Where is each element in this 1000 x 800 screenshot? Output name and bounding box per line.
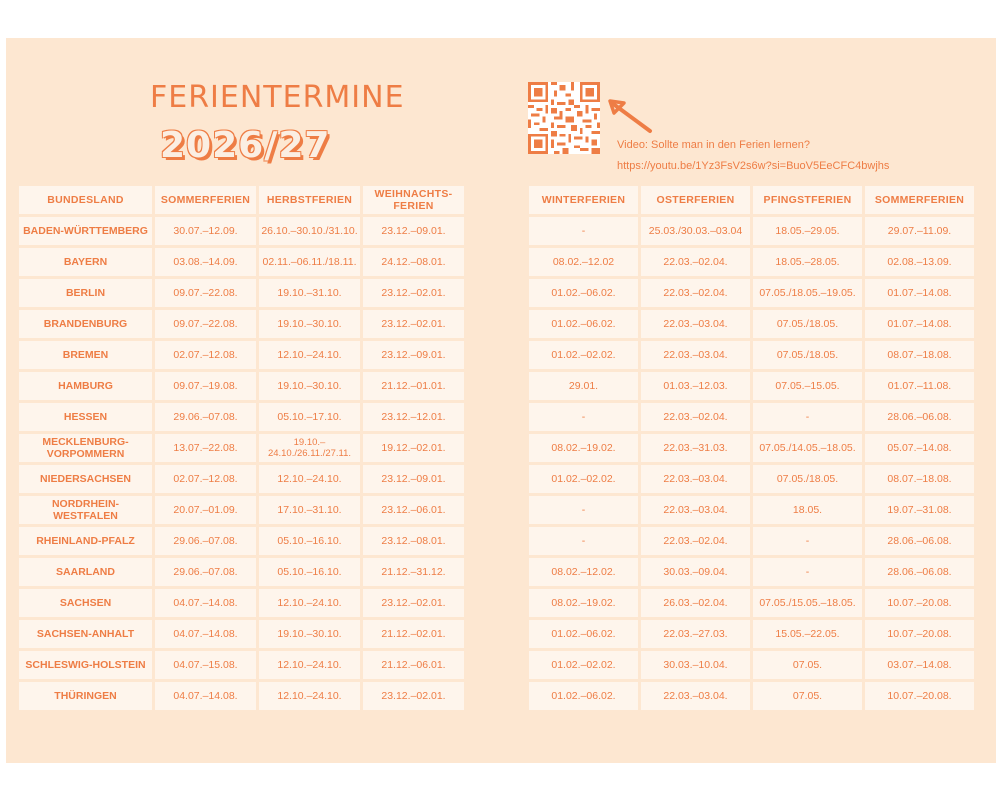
osterferien-cell: 25.03./30.03.–03.04 [641,217,750,245]
table-row [529,434,974,462]
winterferien-cell: - [529,527,638,555]
pfingstferien-cell: - [753,527,862,555]
weihnachtsferien-cell: 23.12.–02.01. [363,279,464,307]
weihnachtsferien-cell: 23.12.–12.01. [363,403,464,431]
winterferien-cell: 08.02.–19.02. [529,589,638,617]
table-row [19,465,464,493]
table-row [529,465,974,493]
sommerferien-next-cell: 05.07.–14.08. [865,434,974,462]
table-row [19,496,464,524]
winterferien-cell: 01.02.–02.02. [529,651,638,679]
sommerferien-cell: 29.06.–07.08. [155,403,256,431]
right-schedule-table [526,183,977,713]
table-row [19,279,464,307]
header-bundesland: BUNDESLAND [19,186,152,214]
sommerferien-cell: 20.07.–01.09. [155,496,256,524]
state-cell: NIEDERSACHSEN [19,465,152,493]
table-row [19,651,464,679]
sommerferien-next-cell: 28.06.–06.08. [865,403,974,431]
state-cell: MECKLENBURG- VORPOMMERN [19,434,152,462]
pfingstferien-cell: 15.05.–22.05. [753,620,862,648]
state-cell: RHEINLAND-PFALZ [19,527,152,555]
table-row [19,589,464,617]
weihnachtsferien-cell: 24.12.–08.01. [363,248,464,276]
osterferien-cell: 22.03.–02.04. [641,279,750,307]
sommerferien-next-cell: 01.07.–14.08. [865,310,974,338]
herbstferien-cell: 02.11.–06.11./18.11. [259,248,360,276]
header-herbstferien: HERBSTFERIEN [259,186,360,214]
table-row [19,341,464,369]
table-row [529,310,974,338]
sommerferien-cell: 30.07.–12.09. [155,217,256,245]
header-pfingstferien: PFINGSTFERIEN [753,186,862,214]
winterferien-cell: - [529,217,638,245]
osterferien-cell: 22.03.–03.04. [641,496,750,524]
osterferien-cell: 30.03.–09.04. [641,558,750,586]
winterferien-cell: 01.02.–06.02. [529,682,638,710]
herbstferien-cell: 05.10.–16.10. [259,558,360,586]
weihnachtsferien-cell: 23.12.–09.01. [363,217,464,245]
table-row [19,620,464,648]
osterferien-cell: 22.03.–03.04. [641,682,750,710]
state-cell: SAARLAND [19,558,152,586]
herbstferien-cell: 19.10.– 24.10./26.11./27.11. [259,434,360,462]
left-schedule-table [16,183,467,713]
sommerferien-next-cell: 08.07.–18.08. [865,341,974,369]
state-cell: HESSEN [19,403,152,431]
weihnachtsferien-cell: 21.12.–31.12. [363,558,464,586]
sommerferien-next-cell: 10.07.–20.08. [865,589,974,617]
table-row [529,620,974,648]
weihnachtsferien-cell: 19.12.–02.01. [363,434,464,462]
table-row [529,403,974,431]
state-cell: NORDRHEIN- WESTFALEN [19,496,152,524]
sommerferien-cell: 29.06.–07.08. [155,527,256,555]
header-weihnachtsferien: WEIHNACHTS- FERIEN [363,186,464,214]
winterferien-cell: - [529,403,638,431]
weihnachtsferien-cell: 23.12.–02.01. [363,682,464,710]
state-cell: BADEN-WÜRTTEMBERG [19,217,152,245]
table-row [529,496,974,524]
herbstferien-cell: 17.10.–31.10. [259,496,360,524]
herbstferien-cell: 26.10.–30.10./31.10. [259,217,360,245]
table-row [19,248,464,276]
herbstferien-cell: 12.10.–24.10. [259,465,360,493]
winterferien-cell: 01.02.–06.02. [529,310,638,338]
title-year: 2026/27 [160,125,331,166]
sommerferien-cell: 09.07.–22.08. [155,310,256,338]
herbstferien-cell: 19.10.–30.10. [259,310,360,338]
state-cell: BRANDENBURG [19,310,152,338]
winterferien-cell: 08.02.–12.02. [529,558,638,586]
sommerferien-cell: 04.07.–15.08. [155,651,256,679]
herbstferien-cell: 12.10.–24.10. [259,341,360,369]
sommerferien-next-cell: 02.08.–13.09. [865,248,974,276]
weihnachtsferien-cell: 23.12.–06.01. [363,496,464,524]
sommerferien-cell: 09.07.–19.08. [155,372,256,400]
herbstferien-cell: 12.10.–24.10. [259,589,360,617]
table-row [529,248,974,276]
osterferien-cell: 22.03.–03.04. [641,310,750,338]
winterferien-cell: - [529,496,638,524]
header-winterferien: WINTERFERIEN [529,186,638,214]
state-cell: SCHLESWIG-HOLSTEIN [19,651,152,679]
osterferien-cell: 22.03.–27.03. [641,620,750,648]
pfingstferien-cell: 07.05. [753,651,862,679]
sommerferien-next-cell: 01.07.–14.08. [865,279,974,307]
table-row [529,279,974,307]
table-row [19,558,464,586]
table-row [19,310,464,338]
winterferien-cell: 01.02.–06.02. [529,620,638,648]
osterferien-cell: 22.03.–02.04. [641,403,750,431]
sommerferien-cell: 03.08.–14.09. [155,248,256,276]
sommerferien-next-cell: 28.06.–06.08. [865,527,974,555]
weihnachtsferien-cell: 21.12.–01.01. [363,372,464,400]
herbstferien-cell: 19.10.–31.10. [259,279,360,307]
herbstferien-cell: 19.10.–30.10. [259,372,360,400]
table-row [529,341,974,369]
sommerferien-cell: 29.06.–07.08. [155,558,256,586]
osterferien-cell: 01.03.–12.03. [641,372,750,400]
osterferien-cell: 26.03.–02.04. [641,589,750,617]
qr-code-icon[interactable] [528,82,600,154]
sommerferien-next-cell: 28.06.–06.08. [865,558,974,586]
osterferien-cell: 22.03.–02.04. [641,248,750,276]
weihnachtsferien-cell: 23.12.–09.01. [363,341,464,369]
osterferien-cell: 22.03.–03.04. [641,341,750,369]
table-row [529,589,974,617]
sommerferien-cell: 04.07.–14.08. [155,682,256,710]
osterferien-cell: 30.03.–10.04. [641,651,750,679]
winterferien-cell: 01.02.–02.02. [529,465,638,493]
pfingstferien-cell: 07.05. [753,682,862,710]
sommerferien-cell: 04.07.–14.08. [155,589,256,617]
osterferien-cell: 22.03.–03.04. [641,465,750,493]
table-row [19,682,464,710]
state-cell: THÜRINGEN [19,682,152,710]
sommerferien-cell: 04.07.–14.08. [155,620,256,648]
weihnachtsferien-cell: 21.12.–02.01. [363,620,464,648]
pfingstferien-cell: - [753,558,862,586]
sommerferien-next-cell: 03.07.–14.08. [865,651,974,679]
video-caption: Video: Sollte man in den Ferien lernen? [617,139,811,151]
table-row [19,372,464,400]
pfingstferien-cell: 07.05./15.05.–18.05. [753,589,862,617]
title-ferientermine: FERIENTERMINE [150,80,405,115]
sommerferien-next-cell: 08.07.–18.08. [865,465,974,493]
state-cell: BREMEN [19,341,152,369]
sommerferien-cell: 02.07.–12.08. [155,341,256,369]
table-row [19,217,464,245]
table-row [529,372,974,400]
winterferien-cell: 08.02.–12.02 [529,248,638,276]
sommerferien-cell: 13.07.–22.08. [155,434,256,462]
weihnachtsferien-cell: 23.12.–09.01. [363,465,464,493]
weihnachtsferien-cell: 21.12.–06.01. [363,651,464,679]
osterferien-cell: 22.03.–31.03. [641,434,750,462]
pfingstferien-cell: 18.05.–29.05. [753,217,862,245]
pfingstferien-cell: 07.05./14.05.–18.05. [753,434,862,462]
herbstferien-cell: 05.10.–16.10. [259,527,360,555]
herbstferien-cell: 19.10.–30.10. [259,620,360,648]
herbstferien-cell: 12.10.–24.10. [259,651,360,679]
table-row [19,527,464,555]
header-sommerferien: SOMMERFERIEN [155,186,256,214]
table-row [19,434,464,462]
winterferien-cell: 01.02.–02.02. [529,341,638,369]
winterferien-cell: 08.02.–19.02. [529,434,638,462]
state-cell: SACHSEN [19,589,152,617]
herbstferien-cell: 05.10.–17.10. [259,403,360,431]
header-sommerferien-next: SOMMERFERIEN [865,186,974,214]
table-row [529,682,974,710]
sommerferien-cell: 09.07.–22.08. [155,279,256,307]
pfingstferien-cell: 18.05. [753,496,862,524]
pfingstferien-cell: 07.05.–15.05. [753,372,862,400]
video-link[interactable]: https://youtu.be/1Yz3FsV2s6w?si=BuoV5EeCFC4bwjhs [617,160,890,172]
state-cell: BAYERN [19,248,152,276]
winterferien-cell: 01.02.–06.02. [529,279,638,307]
pfingstferien-cell: 07.05./18.05. [753,465,862,493]
pfingstferien-cell: 18.05.–28.05. [753,248,862,276]
herbstferien-cell: 12.10.–24.10. [259,682,360,710]
state-cell: HAMBURG [19,372,152,400]
table-row [529,217,974,245]
sommerferien-next-cell: 19.07.–31.08. [865,496,974,524]
pfingstferien-cell: 07.05./18.05. [753,310,862,338]
sommerferien-next-cell: 29.07.–11.09. [865,217,974,245]
state-cell: SACHSEN-ANHALT [19,620,152,648]
weihnachtsferien-cell: 23.12.–02.01. [363,589,464,617]
sommerferien-next-cell: 01.07.–11.08. [865,372,974,400]
sommerferien-cell: 02.07.–12.08. [155,465,256,493]
pfingstferien-cell: - [753,403,862,431]
pfingstferien-cell: 07.05./18.05. [753,341,862,369]
pfingstferien-cell: 07.05./18.05.–19.05. [753,279,862,307]
winterferien-cell: 29.01. [529,372,638,400]
table-row [19,403,464,431]
weihnachtsferien-cell: 23.12.–02.01. [363,310,464,338]
osterferien-cell: 22.03.–02.04. [641,527,750,555]
sommerferien-next-cell: 10.07.–20.08. [865,620,974,648]
sommerferien-next-cell: 10.07.–20.08. [865,682,974,710]
state-cell: BERLIN [19,279,152,307]
weihnachtsferien-cell: 23.12.–08.01. [363,527,464,555]
header-osterferien: OSTERFERIEN [641,186,750,214]
arrow-icon [606,95,654,135]
table-row [529,527,974,555]
table-row [529,651,974,679]
table-row [529,558,974,586]
